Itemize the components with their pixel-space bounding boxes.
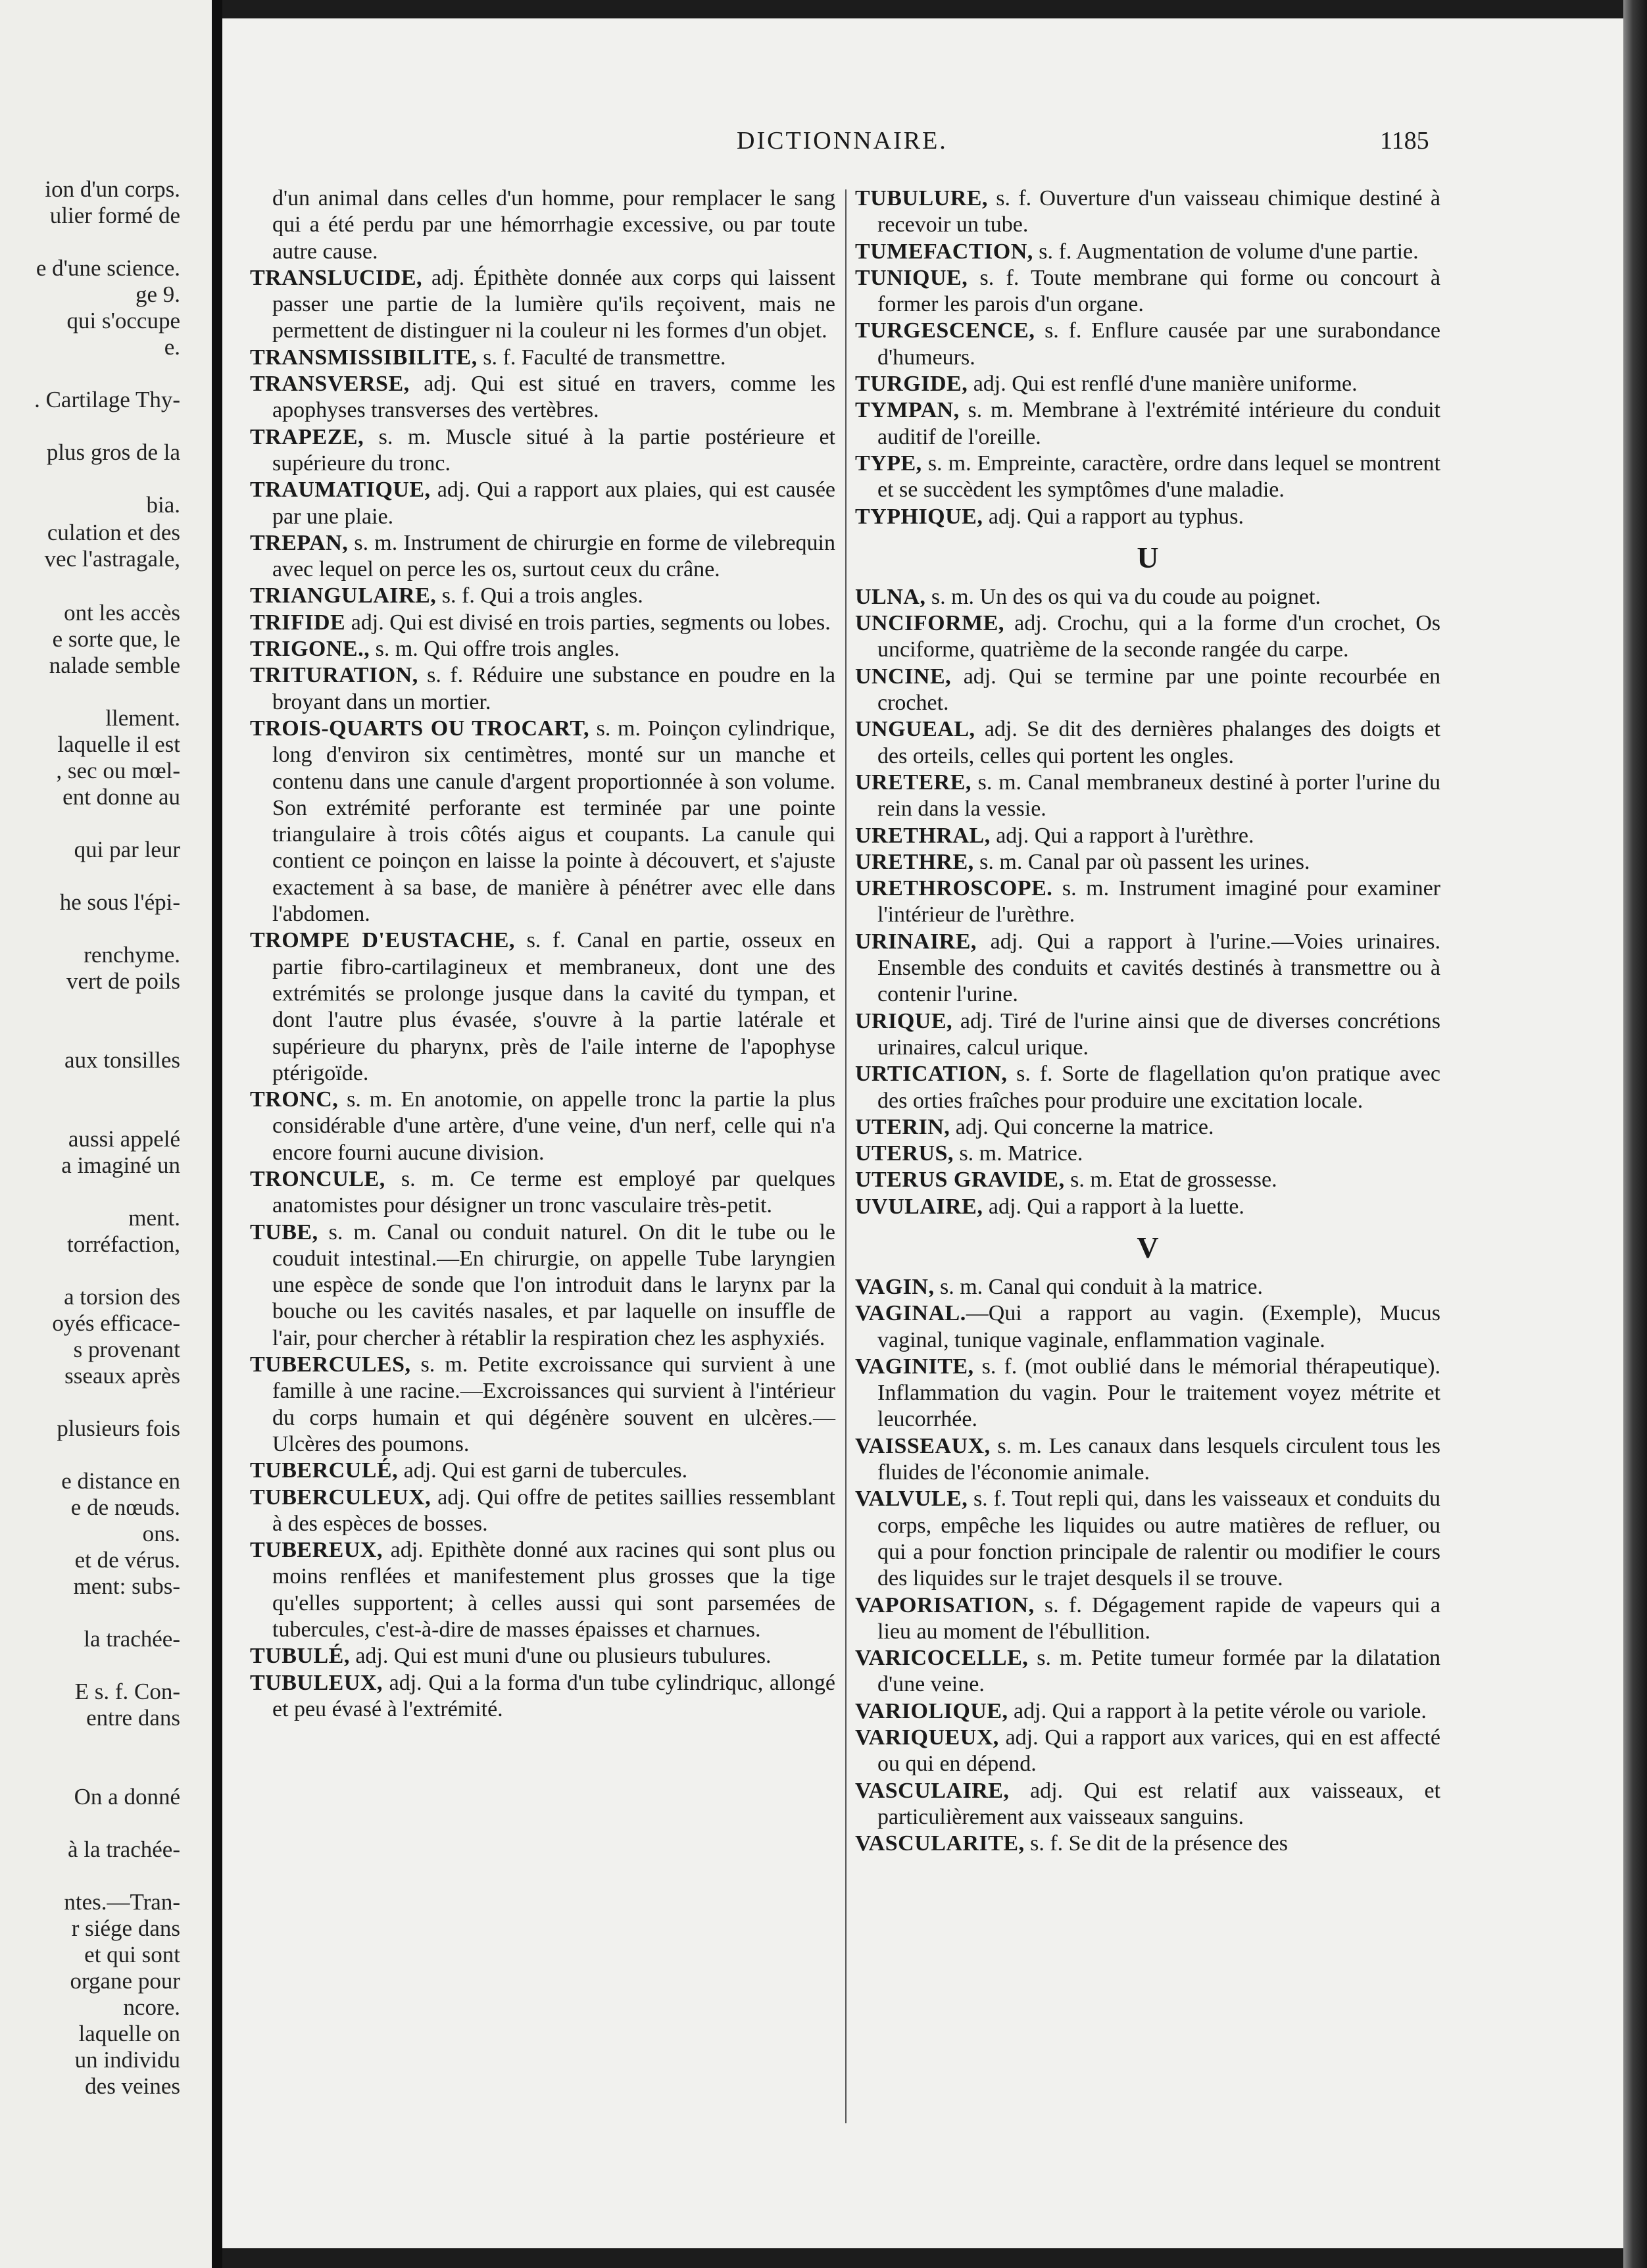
left-page-fragment: ont les accès bbox=[64, 600, 180, 626]
dictionary-entry bbox=[855, 1194, 1440, 1220]
definition: s. m. Instrument de chirurgie en forme de vilebrequin avec lequel on perce les os, surtout ceux du crâne. bbox=[272, 530, 835, 582]
dictionary-entry bbox=[855, 451, 1440, 504]
headword: VAGINAL. bbox=[855, 1301, 966, 1326]
column-divider bbox=[845, 189, 847, 2123]
definition: adj. Epithète donné aux racines qui sont plus ou moins renflées et manifestement plus grosses que la tige qu'elles supportent; à celles aussi qui sont parsemées de tubercules, c'est-à-dire de masses épaisses et charnues. bbox=[272, 1538, 835, 1642]
headword: TROIS-QUARTS OU TROCART, bbox=[250, 716, 590, 741]
left-page-fragment: . Cartilage Thy- bbox=[34, 387, 180, 412]
definition: s. m. Muscle situé à la partie postérieure et supérieure du tronc. bbox=[272, 424, 835, 476]
left-page-fragment: et qui sont bbox=[84, 1942, 180, 1967]
dictionary-entry bbox=[250, 1643, 835, 1669]
dictionary-entry bbox=[250, 1458, 835, 1484]
dictionary-entry bbox=[855, 1167, 1440, 1193]
definition: adj. Qui a rapport aux plaies, qui est causée par une plaie. bbox=[272, 478, 835, 529]
dictionary-entry bbox=[250, 1087, 835, 1166]
dictionary-entry bbox=[855, 1725, 1440, 1778]
headword: TRIFIDE bbox=[250, 610, 346, 635]
headword: VARIQUEUX, bbox=[855, 1725, 999, 1750]
dictionary-entry bbox=[855, 1645, 1440, 1698]
definition: s. m. Empreinte, caractère, ordre dans lequel se montrent et se succèdent les symptômes d'une maladie. bbox=[877, 451, 1440, 503]
dictionary-entry bbox=[855, 371, 1440, 397]
left-column bbox=[250, 185, 835, 1723]
headword: URINAIRE, bbox=[855, 929, 977, 954]
page-number: 1185 bbox=[1380, 127, 1429, 155]
definition: adj. Crochu, qui a la forme d'un crochet, Os unciforme, quatrième de la seconde rangée du carpe. bbox=[877, 611, 1440, 662]
left-page-fragment: ntes.—Tran- bbox=[64, 1889, 180, 1915]
dictionary-entry bbox=[855, 1592, 1440, 1646]
definition: s. m. Canal qui conduit à la matrice. bbox=[934, 1274, 1263, 1299]
definition: s. f. Réduire une substance en poudre en la broyant dans un mortier. bbox=[272, 663, 835, 714]
definition: s. f. Faculté de transmettre. bbox=[477, 345, 726, 370]
definition: s. m. Petite tumeur formée par la dilatation d'une veine. bbox=[877, 1646, 1440, 1697]
left-page-fragment: ncore. bbox=[123, 1994, 180, 2020]
headword: TYPE, bbox=[855, 451, 922, 476]
headword: TUMEFACTION, bbox=[855, 239, 1033, 264]
definition: s. f. Augmentation de volume d'une partie. bbox=[1033, 239, 1419, 264]
headword: TRIANGULAIRE, bbox=[250, 583, 437, 608]
left-page-fragment: torréfaction, bbox=[67, 1231, 180, 1257]
dictionary-entry bbox=[855, 1141, 1440, 1167]
definition: adj. Qui est muni d'une ou plusieurs tubulures. bbox=[349, 1644, 772, 1669]
headword: UNGUEAL, bbox=[855, 717, 975, 742]
definition: s. m. Ce terme est employé par quelques anatomistes pour désigner un tronc vasculaire très-petit. bbox=[272, 1166, 835, 1218]
section-letter: U bbox=[1137, 540, 1159, 574]
left-page-fragment: a torsion des bbox=[64, 1284, 180, 1310]
dictionary-entry bbox=[250, 1166, 835, 1220]
dictionary-entry bbox=[250, 610, 835, 636]
headword: TURGESCENCE, bbox=[855, 318, 1035, 343]
dictionary-entry bbox=[855, 875, 1440, 929]
definition: adj. Qui est renflé d'une manière uniforme. bbox=[968, 372, 1358, 397]
headword: TRONC, bbox=[250, 1087, 339, 1112]
dictionary-entry bbox=[855, 1778, 1440, 1831]
headword: URETHRAL, bbox=[855, 823, 991, 848]
dictionary-entry bbox=[855, 1831, 1440, 1857]
dictionary-entry bbox=[250, 1352, 835, 1458]
left-page-fragment: e de nœuds. bbox=[70, 1494, 180, 1520]
left-page-fragment: organe pour bbox=[70, 1968, 180, 1994]
definition: s. f. Se dit de la présence des bbox=[1024, 1831, 1288, 1856]
dictionary-entry bbox=[250, 662, 835, 716]
headword: TRANSMISSIBILITE, bbox=[250, 345, 478, 370]
left-page-fragment: renchyme. bbox=[84, 942, 180, 968]
headword: TUBEREUX, bbox=[250, 1538, 383, 1563]
dictionary-entry bbox=[855, 1300, 1440, 1354]
dictionary-entry bbox=[250, 636, 835, 662]
left-page-fragment: , sec ou mœl- bbox=[56, 758, 180, 783]
dictionary-entry bbox=[855, 610, 1440, 664]
definition: —Qui a rapport au vagin. (Exemple), Mucus vaginal, tunique vaginale, enflammation vaginale. bbox=[877, 1301, 1440, 1352]
left-page-fragment: la trachée- bbox=[84, 1626, 180, 1652]
headword: UNCIFORME, bbox=[855, 611, 1004, 636]
left-page-fragment: e distance en bbox=[61, 1468, 180, 1494]
definition: d'un animal dans celles d'un homme, pour remplacer le sang qui a été perdu par une hémorrhagie excessive, ou par toute autre cause. bbox=[272, 186, 835, 264]
definition: adj. Qui est garni de tubercules. bbox=[398, 1458, 688, 1483]
left-page-fragment: e d'une science. bbox=[36, 255, 180, 281]
definition: s. f. Dégagement rapide de vapeurs qui a lieu au moment de l'ébullition. bbox=[877, 1592, 1440, 1644]
definition: adj. Qui a rapport aux varices, qui en est affecté ou qui en dépend. bbox=[877, 1725, 1440, 1777]
headword: TUBULEUX, bbox=[250, 1670, 383, 1695]
headword: TUBERCULES, bbox=[250, 1352, 411, 1377]
dictionary-entry bbox=[855, 1061, 1440, 1114]
definition: adj. Qui a rapport au typhus. bbox=[983, 504, 1244, 529]
headword: TRANSLUCIDE, bbox=[250, 265, 422, 290]
left-page-fragment: qui par leur bbox=[74, 837, 180, 862]
headword: TROMPE D'EUSTACHE, bbox=[250, 928, 515, 953]
dictionary-entry bbox=[855, 239, 1440, 265]
dictionary-entry bbox=[250, 371, 835, 424]
headword: TURGIDE, bbox=[855, 372, 968, 397]
definition: s. m. Canal par où passent les urines. bbox=[973, 849, 1310, 874]
definition: s. f. Enflure causée par une surabondance d'humeurs. bbox=[877, 318, 1440, 370]
definition: s. m. Membrane à l'extrémité intérieure du conduit auditif de l'oreille. bbox=[877, 398, 1440, 449]
definition: s. f. Toute membrane qui forme ou concourt à former les parois d'un organe. bbox=[877, 265, 1440, 317]
left-page-fragment: vec l'astragale, bbox=[44, 546, 180, 572]
left-page-fragment: ent donne au bbox=[62, 784, 180, 810]
headword: VARIOLIQUE, bbox=[855, 1698, 1008, 1723]
left-page-fragment: s provenant bbox=[73, 1337, 180, 1362]
left-page-fragment: ion d'un corps. bbox=[45, 176, 180, 202]
headword: VAGIN, bbox=[855, 1274, 935, 1299]
definition: s. m. Etat de grossesse. bbox=[1064, 1168, 1277, 1193]
headword: VARICOCELLE, bbox=[855, 1646, 1029, 1671]
headword: VASCULAIRE, bbox=[855, 1778, 1010, 1803]
definition: s. m. Poinçon cylindrique, long d'environ six centimètres, monté sur un manche et contenu dans une canule d'argent proportionnée à son volume. Son extrémité perforante est terminée par une pointe triangulaire à trois côtés aigus et coupants. La canule qui contient ce poinçon en laisse la pointe à découvert, et s'ajuste exactement à sa base, de manière à pénétrer avec elle dans l'abdomen. bbox=[272, 716, 835, 927]
headword: ULNA, bbox=[855, 584, 926, 609]
definition: s. m. Petite excroissance qui survient à une famille à une racine.—Excroissances qui survient à l'intérieur du corps humain et qui dégénère souvent en ulcères.— Ulcères des poumons. bbox=[272, 1352, 835, 1456]
definition: s. f. Canal en partie, osseux en partie fibro-cartilagineux et membraneux, dont une des extrémités se prolonge jusque dans la cavité du tympan, et dont l'autre plus évasée, s'ouvre à la partie latérale et supérieure du pharynx, près de l'aile interne de l'apophyse ptérigoïde. bbox=[272, 928, 835, 1085]
dictionary-entry bbox=[855, 849, 1440, 875]
dictionary-entry bbox=[855, 823, 1440, 849]
definition: adj. Qui est situé en travers, comme les apophyses transverses des vertèbres. bbox=[272, 372, 835, 423]
dictionary-entry bbox=[855, 1486, 1440, 1592]
headword: URETHROSCOPE. bbox=[855, 876, 1053, 901]
definition: s. m. Matrice. bbox=[953, 1141, 1083, 1166]
dictionary-entry bbox=[855, 664, 1440, 717]
headword: TRANSVERSE, bbox=[250, 372, 410, 397]
dictionary-entry bbox=[855, 1354, 1440, 1433]
headword: VAGINITE, bbox=[855, 1354, 974, 1379]
dictionary-entry bbox=[250, 583, 835, 609]
definition: s. m. Les canaux dans lesquels circulent tous les fluides de l'économie animale. bbox=[877, 1433, 1440, 1485]
left-page-fragment: à la trachée- bbox=[68, 1837, 180, 1862]
dictionary-entry bbox=[855, 318, 1440, 371]
definition: s. m. Instrument imaginé pour examiner l'intérieur de l'urèthre. bbox=[877, 876, 1440, 927]
headword: TUBULURE, bbox=[855, 186, 988, 210]
left-page-fragment: bia. bbox=[146, 492, 180, 518]
previous-page-edge bbox=[0, 0, 212, 2268]
headword: TYMPAN, bbox=[855, 398, 960, 423]
dictionary-entry bbox=[855, 185, 1440, 239]
definition: s. m. Canal ou conduit naturel. On dit le tube ou le couduit intestinal.—En chirurgie, on appelle Tube laryngien une espèce de sonde que l'on introduit dans le larynx par la bouche ou les cavités nasales, et par laquelle on insuffle de l'air, pour chercher à rétablir la respiration chez les asphyxiés. bbox=[272, 1220, 835, 1350]
left-page-fragment: plusieurs fois bbox=[57, 1416, 180, 1441]
dictionary-entry bbox=[250, 530, 835, 583]
definition: adj. Qui concerne la matrice. bbox=[950, 1114, 1214, 1139]
dictionary-entry bbox=[855, 770, 1440, 823]
definition: s. f. Qui a trois angles. bbox=[436, 583, 643, 608]
left-page-fragment: e sorte que, le bbox=[52, 626, 180, 652]
definition: s. f. Tout repli qui, dans les vaisseaux et conduits du corps, empêche les liquides ou autre matières de refluer, ou qui a pour fonction principale de ralentir ou modifier le cours des liquides sur le trajet desquels il se trouve. bbox=[877, 1487, 1440, 1591]
dictionary-entry bbox=[250, 1537, 835, 1643]
left-page-fragment: laquelle il est bbox=[57, 731, 180, 757]
headword: TREPAN, bbox=[250, 530, 349, 555]
running-head: DICTIONNAIRE. bbox=[737, 127, 948, 155]
left-page-fragment: ulier formé de bbox=[49, 203, 180, 228]
headword: TUBERCULEUX, bbox=[250, 1485, 431, 1510]
right-column bbox=[855, 185, 1440, 1858]
dictionary-entry bbox=[250, 716, 835, 927]
headword: TUBULÉ, bbox=[250, 1644, 350, 1669]
headword: TUBERCULÉ, bbox=[250, 1458, 399, 1483]
dictionary-entry bbox=[855, 1274, 1440, 1300]
dictionary-entry bbox=[855, 504, 1440, 530]
headword: URTICATION, bbox=[855, 1062, 1008, 1087]
definition: s. m. Qui offre trois angles. bbox=[370, 637, 620, 662]
headword: URETHRE, bbox=[855, 849, 974, 874]
entry-continuation bbox=[250, 185, 835, 265]
left-page-fragment: un individu bbox=[74, 2047, 180, 2073]
headword: UTERUS GRAVIDE, bbox=[855, 1168, 1065, 1193]
definition: adj. Qui a rapport à l'urèthre. bbox=[990, 823, 1254, 848]
dictionary-entry bbox=[855, 397, 1440, 451]
left-page-fragment: On a donné bbox=[74, 1784, 180, 1810]
definition: adj. Épithète donnée aux corps qui laissent passer une partie de la lumière qu'ils reçoivent, mais ne permettent de distinguer ni la couleur ni les formes d'un objet. bbox=[272, 265, 835, 343]
definition: adj. Qui offre de petites saillies ressemblant à des espèces de bosses. bbox=[272, 1485, 835, 1536]
headword: TUNIQUE, bbox=[855, 265, 968, 290]
left-page-fragment: he sous l'épi- bbox=[59, 889, 180, 915]
dictionary-entry bbox=[855, 584, 1440, 610]
definition: adj. Tiré de l'urine ainsi que de diverses concrétions urinaires, calcul urique. bbox=[877, 1008, 1440, 1060]
left-page-fragment: a imaginé un bbox=[61, 1152, 180, 1178]
headword: TYPHIQUE, bbox=[855, 504, 983, 529]
headword: UNCINE, bbox=[855, 664, 952, 689]
page-edge-shadow bbox=[1623, 0, 1647, 2268]
headword: TUBE, bbox=[250, 1220, 318, 1245]
definition: s. m. Canal membraneux destiné à porter l'urine du rein dans la vessie. bbox=[877, 770, 1440, 822]
definition: adj. Qui se termine par une pointe recourbée en crochet. bbox=[877, 664, 1440, 716]
left-page-fragment: ment: subs- bbox=[73, 1573, 180, 1599]
definition: adj. Qui a rapport à la petite vérole ou variole. bbox=[1008, 1698, 1427, 1723]
headword: UTERIN, bbox=[855, 1114, 950, 1139]
definition: adj. Qui a rapport à l'urine.—Voies urinaires. Ensemble des conduits et cavités destinés à transmettre ou à contenir l'urine. bbox=[877, 929, 1440, 1007]
headword: VAPORISATION, bbox=[855, 1592, 1035, 1617]
headword: URETERE, bbox=[855, 770, 971, 795]
left-page-fragment: e. bbox=[164, 334, 180, 360]
left-page-fragment: culation et des bbox=[47, 520, 180, 545]
left-page-fragment: plus gros de la bbox=[46, 439, 180, 465]
definition: s. f. Ouverture d'un vaisseau chimique destiné à recevoir un tube. bbox=[877, 186, 1440, 237]
dictionary-entry bbox=[250, 1670, 835, 1723]
left-page-fragment: entre dans bbox=[86, 1705, 180, 1731]
dictionary-entry bbox=[250, 424, 835, 478]
headword: VAISSEAUX, bbox=[855, 1433, 991, 1458]
dictionary-entry bbox=[250, 265, 835, 345]
definition: adj. Se dit des dernières phalanges des doigts et des orteils, celles qui portent les ongles. bbox=[877, 717, 1440, 768]
dictionary-entry bbox=[250, 1485, 835, 1538]
dictionary-entry bbox=[250, 477, 835, 530]
definition: adj. Qui a rapport à la luette. bbox=[983, 1194, 1244, 1219]
headword: UVULAIRE, bbox=[855, 1194, 983, 1219]
left-page-fragment: E s. f. Con- bbox=[74, 1679, 180, 1704]
headword: VASCULARITE, bbox=[855, 1831, 1025, 1856]
definition: adj. Qui est relatif aux vaisseaux, et particulièrement aux vaisseaux sanguins. bbox=[877, 1778, 1440, 1829]
definition: s. m. Un des os qui va du coude au poignet. bbox=[925, 584, 1321, 609]
section-letter: V bbox=[1137, 1230, 1159, 1264]
left-page-fragment: et de vérus. bbox=[74, 1547, 180, 1573]
dictionary-entry bbox=[855, 716, 1440, 770]
left-page-fragment: aussi appelé bbox=[68, 1126, 180, 1152]
dictionary-entry bbox=[250, 1220, 835, 1352]
left-page-fragment: oyés efficace- bbox=[52, 1310, 180, 1336]
definition: adj. Qui a la forma d'un tube cylindriquc, allongé et peu évasé à l'extrémité. bbox=[272, 1670, 835, 1721]
definition: s. f. Sorte de flagellation qu'on pratique avec des orties fraîches pour produire une excitation locale. bbox=[877, 1062, 1440, 1113]
headword: TRAUMATIQUE, bbox=[250, 478, 431, 503]
left-page-fragment: qui s'occupe bbox=[66, 308, 180, 333]
dictionary-entry bbox=[855, 1008, 1440, 1062]
left-page-fragment: sseaux après bbox=[64, 1363, 180, 1389]
dictionary-entry bbox=[855, 265, 1440, 318]
definition: s. m. En anotomie, on appelle tronc la partie la plus considérable d'une artère, d'une veine, d'un nerf, celle qui n'a encore fourni aucune division. bbox=[272, 1087, 835, 1165]
left-page-fragment: llement. bbox=[105, 705, 180, 731]
definition: s. f. (mot oublié dans le mémorial thérapeutique). Inflammation du vagin. Pour le traitement voyez métrite et leucorrhée. bbox=[877, 1354, 1440, 1432]
left-page-fragment: vert de poils bbox=[66, 968, 180, 994]
headword: TRAPEZE, bbox=[250, 424, 364, 449]
headword: TRIGONE., bbox=[250, 637, 370, 662]
left-page-fragment: r siége dans bbox=[71, 1915, 180, 1941]
headword: UTERUS, bbox=[855, 1141, 954, 1166]
page-gutter bbox=[212, 0, 222, 2268]
left-page-fragment: laquelle on bbox=[78, 2021, 180, 2046]
headword: URIQUE, bbox=[855, 1008, 953, 1033]
headword: VALVULE, bbox=[855, 1487, 968, 1512]
dictionary-entry bbox=[855, 1114, 1440, 1141]
definition: adj. Qui est divisé en trois parties, segments ou lobes. bbox=[345, 610, 831, 635]
dictionary-entry bbox=[250, 927, 835, 1087]
headword: TRITURATION, bbox=[250, 663, 418, 688]
dictionary-entry bbox=[855, 929, 1440, 1008]
left-page-fragment: ge 9. bbox=[135, 282, 180, 307]
left-page-fragment: aux tonsilles bbox=[64, 1047, 180, 1073]
left-page-fragment: ment. bbox=[128, 1205, 180, 1231]
dictionary-entry bbox=[250, 345, 835, 371]
dictionary-entry bbox=[855, 1698, 1440, 1725]
left-page-fragment: des veines bbox=[85, 2073, 180, 2099]
left-page-fragment: ons. bbox=[142, 1521, 180, 1546]
left-page-fragment: nalade semble bbox=[49, 653, 180, 678]
headword: TRONCULE, bbox=[250, 1166, 385, 1191]
dictionary-entry bbox=[855, 1433, 1440, 1487]
